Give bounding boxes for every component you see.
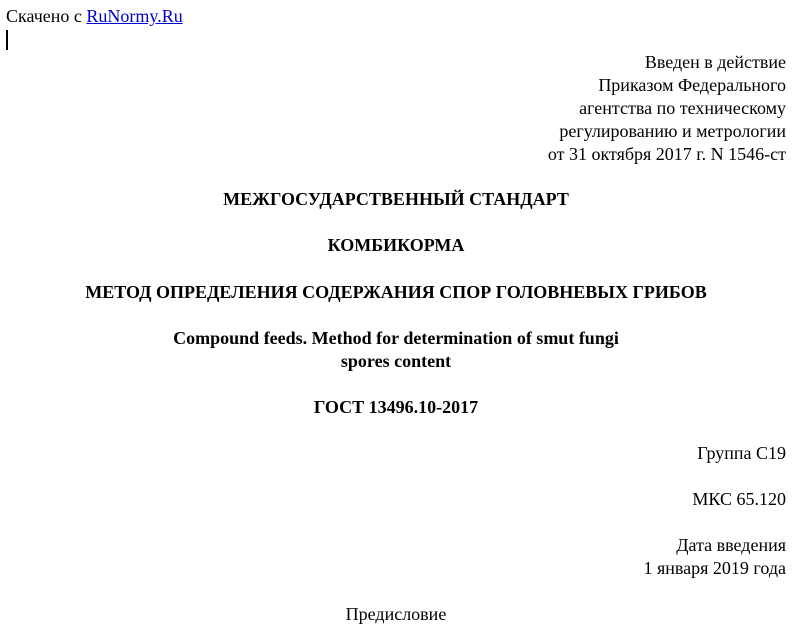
introduced-block [548,51,786,166]
mks-label: МКС 65.120 [692,489,786,509]
download-source-line [6,5,183,28]
introduced-line-4: регулированию и метрологии [559,121,786,141]
introduced-line-5: от 31 октября 2017 г. N 1546-ст [547,144,786,164]
english-title-line-2: spores content [340,351,452,371]
effective-date-value: 1 января 2019 года [643,558,786,578]
introduced-line-3: агентства по техническому [579,98,786,118]
foreword-heading: Предисловие [345,604,447,624]
group-label: Группа С19 [697,443,786,463]
runormy-link[interactable]: RuNormy.Ru [86,6,183,26]
english-title-line-1: Compound feeds. Method for determination of smut fungi [173,328,619,348]
introduced-line-1: Введен в действие [644,52,786,72]
standard-type-heading: МЕЖГОСУДАРСТВЕННЫЙ СТАНДАРТ [223,189,569,209]
effective-date-block [643,534,786,580]
method-heading: МЕТОД ОПРЕДЕЛЕНИЯ СОДЕРЖАНИЯ СПОР ГОЛОВНЕВЫХ ГРИБОВ [85,282,707,302]
introduced-line-2: Приказом Федерального [598,75,786,95]
text-cursor [6,30,8,50]
standard-code: ГОСТ 13496.10-2017 [313,397,479,417]
subject-heading: КОМБИКОРМА [327,235,465,255]
download-source-prefix: Скачено с [6,6,82,26]
effective-date-label: Дата введения [676,535,786,555]
